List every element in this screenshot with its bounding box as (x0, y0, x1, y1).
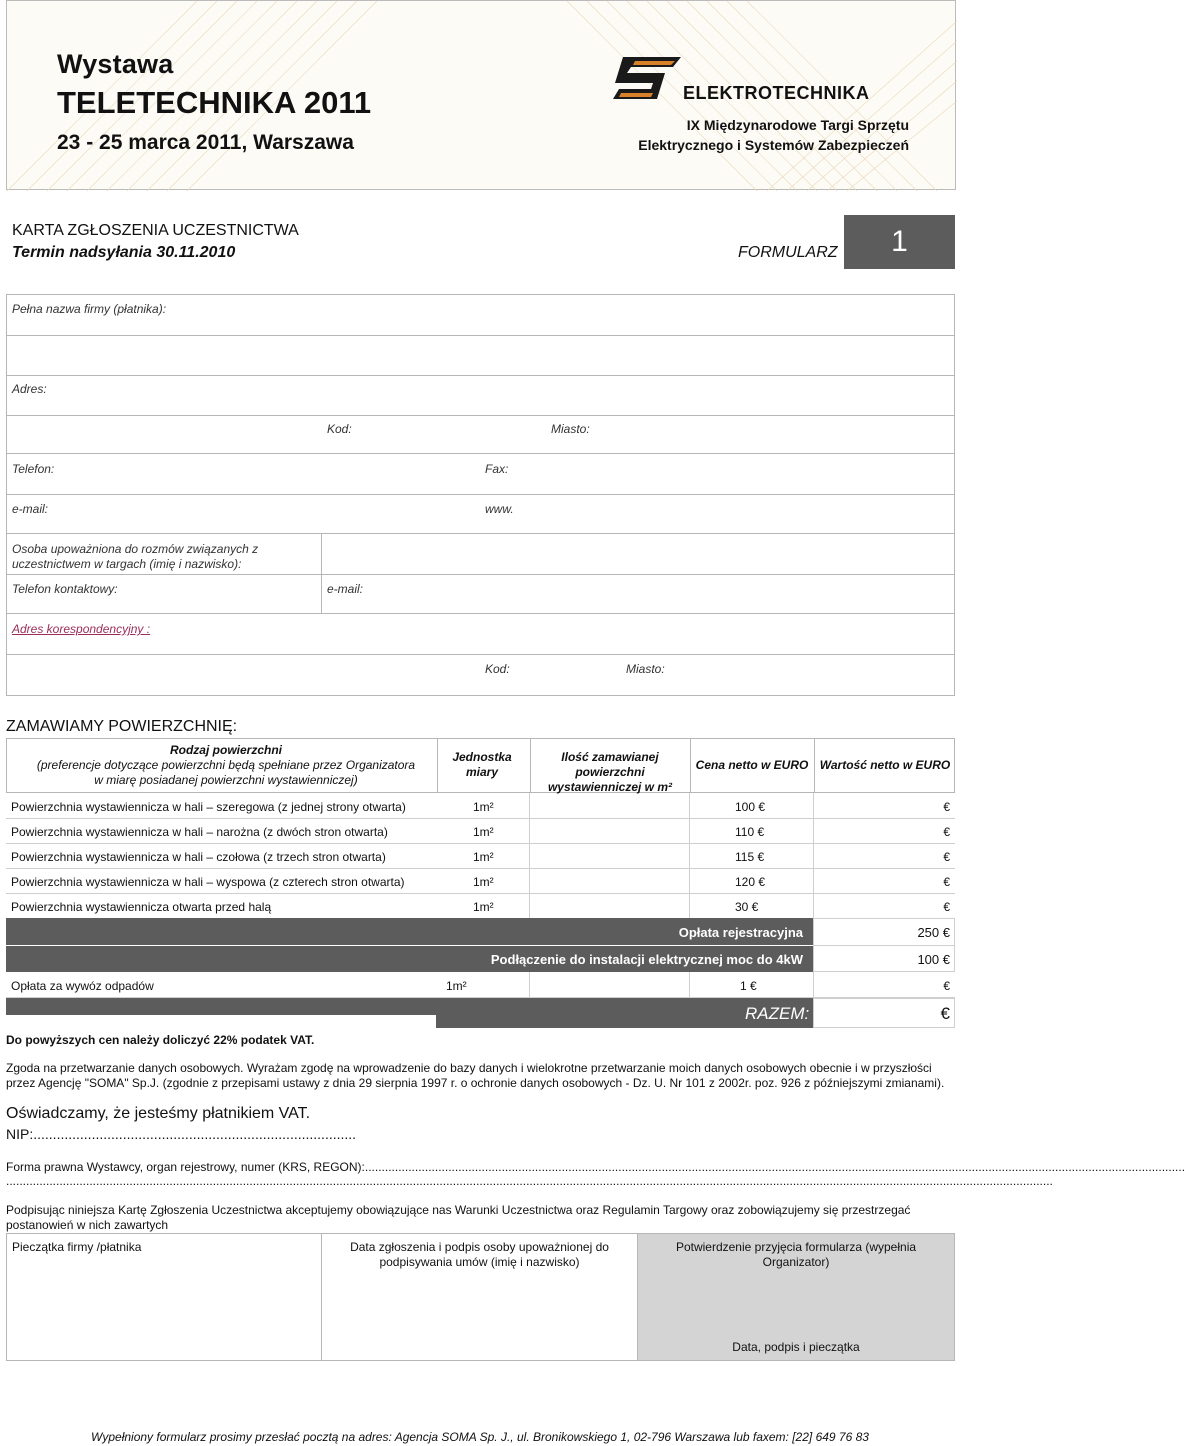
row-description: Powierzchnia wystawiennicza otwarta przed halą (11, 900, 272, 914)
form-title: KARTA ZGŁOSZENIA UCZESTNICTWA (12, 222, 299, 239)
vat-note: Do powyższych cen należy doliczyć 22% podatek VAT. (6, 1033, 315, 1047)
row-unit: 1m² (473, 825, 494, 839)
corr-postal-code-field[interactable]: Kod: (485, 662, 510, 676)
company-stamp-box[interactable] (6, 1233, 322, 1361)
event-banner (6, 0, 956, 190)
form-deadline: Termin nadsyłania 30.11.2010 (12, 244, 236, 261)
email-field[interactable]: e-mail: (12, 502, 49, 516)
address-field[interactable]: Adres: (12, 382, 47, 396)
table-row (6, 893, 955, 919)
total-value-cell (813, 998, 955, 1028)
phone-field[interactable]: Telefon: (12, 462, 55, 476)
table-row (6, 868, 955, 894)
row-unit: 1m² (473, 850, 494, 864)
consent-text: Wyrażam zgodę na wprowadzenie do bazy danych i wielokrotne przetwarzanie moich danych osobowych obecnie i w przyszłości przez Agencję "SOMA" Sp.J. (zgodnie z przepisami ustawy z dnia 29 sierpnia 1997 r. o ochronie danych osobowych - Dz. U. Nr 101 z 2002r. poz. 926 z późniejszymi zmianami). (6, 1061, 945, 1090)
row-unit: 1m² (473, 800, 494, 814)
vat-payer-statement: Oświadczamy, że jesteśmy płatnikiem VAT. (6, 1105, 311, 1122)
row-price: 100 € (735, 800, 766, 814)
nip-field[interactable]: NIP:................................................................................... (6, 1126, 357, 1142)
banner-subtitle-1: IX Międzynarodowe Targi Sprzętu (686, 117, 909, 133)
header-area-type-title: Rodzaj powierzchni (169, 743, 282, 757)
contact-email-field[interactable]: e-mail: (327, 582, 364, 596)
footer-note: Wypełniony formularz prosimy przesłać pocztą na adres: Agencja SOMA Sp. J., ul. Bronikowskiego 1, 02-796 Warszawa lub faxem: [22] 649 76 83 (91, 1430, 869, 1444)
form-number-badge: 1 (844, 215, 955, 269)
row-value: € (943, 900, 950, 914)
row-unit: 1m² (473, 875, 494, 889)
banner-subtitle-2: Elektrycznego i Systemów Zabezpieczeń (638, 137, 909, 153)
banner-line-1: Wystawa (57, 49, 174, 79)
table-row (6, 793, 955, 819)
organizer-confirmation-label: Potwierdzenie przyjęcia formularza (wypełnia Organizator) (675, 1240, 917, 1269)
header-quantity: Ilość zamawianej powierzchni wystawienniczej w m² (547, 750, 673, 794)
correspondence-address-field[interactable]: Adres korespondencyjny : (12, 622, 151, 636)
total-label: RAZEM: (745, 1004, 810, 1023)
fax-field[interactable]: Fax: (485, 462, 509, 476)
registration-fee-label: Opłata rejestracyjna (678, 925, 803, 940)
company-info-box (6, 294, 955, 454)
row-description: Powierzchnia wystawiennicza w hali – narożna (z dwóch stron otwarta) (11, 825, 388, 839)
corr-city-field[interactable]: Miasto: (626, 662, 665, 676)
elektrotechnika-logo-icon (613, 53, 683, 103)
header-area-type-note: (preferencje dotyczące powierzchni będą spełniane przez Organizatora w miarę posiadanej powierzchni wystawienniczej) (36, 758, 416, 787)
legal-form-field[interactable]: Forma prawna Wystawcy, organ rejestrowy, numer (KRS, REGON):...................................................................................................................................................................................................................................................... (6, 1160, 1185, 1174)
contact-person-field[interactable]: Osoba upoważniona do rozmów związanych z uczestnictwem w targach (imię i nazwisko): (12, 542, 259, 571)
row-price: 110 € (735, 825, 765, 839)
order-section-title: ZAMAWIAMY POWIERZCHNIĘ: (6, 718, 238, 735)
row-unit: 1m² (446, 979, 467, 993)
acceptance-statement: Podpisując niniejsza Kartę Zgłoszenia Uczestnictwa akceptujemy obowiązujące nas Warunki Uczestnictwa oraz Regulamin Targowy oraz zobowiązujemy się przestrzegać postanowień w nich zawartych (6, 1203, 911, 1232)
power-connection-label: Podłączenie do instalacji elektrycznej moc do 4kW (490, 952, 803, 967)
company-name-field[interactable]: Pełna nazwa firmy (płatnika): (12, 302, 167, 316)
header-unit: Jednostka miary (452, 750, 512, 779)
header-value: Wartość netto w EURO (819, 758, 951, 772)
table-row (6, 843, 955, 869)
row-description: Powierzchnia wystawiennicza w hali – wyspowa (z czterech stron otwarta) (11, 875, 405, 889)
date-signature-label: Data zgłoszenia i podpis osoby upoważnionej do podpisywania umów (imię i nazwisko) (350, 1240, 609, 1269)
row-price: 1 € (740, 979, 757, 993)
row-value: € (943, 875, 950, 889)
row-price: 120 € (735, 875, 766, 889)
row-value: € (943, 825, 950, 839)
form-label: FORMULARZ (738, 244, 838, 261)
city-field[interactable]: Miasto: (551, 422, 590, 436)
total-value: € (940, 1004, 950, 1023)
organizer-confirmation-box (638, 1233, 955, 1361)
row-value: € (943, 850, 950, 864)
date-signature-box[interactable] (322, 1233, 638, 1361)
legal-form-continuation[interactable]: .......................................................................................................................................................................................................................................................................................................................... (6, 1174, 1053, 1188)
contact-info-box (6, 454, 955, 534)
banner-dates: 23 - 25 marca 2011, Warszawa (57, 131, 354, 154)
website-field[interactable]: www. (485, 502, 514, 516)
row-value: € (943, 800, 950, 814)
postal-code-field[interactable]: Kod: (327, 422, 352, 436)
header-price: Cena netto w EURO (695, 758, 809, 772)
consent-paragraph (6, 1061, 946, 1091)
company-stamp-label: Pieczątka firmy /płatnika (12, 1240, 142, 1254)
row-unit: 1m² (473, 900, 494, 914)
power-connection-value: 100 € (917, 952, 950, 967)
row-price: 30 € (735, 900, 759, 914)
row-value: € (943, 979, 950, 993)
row-description: Opłata za wywóz odpadów (11, 979, 154, 993)
banner-title: TELETECHNIKA 2011 (57, 85, 372, 120)
row-description: Powierzchnia wystawiennicza w hali – szeregowa (z jednej strony otwarta) (11, 800, 406, 814)
banner-brand: ELEKTROTECHNIKA (683, 83, 870, 103)
table-row (6, 818, 955, 844)
row-description: Powierzchnia wystawiennicza w hali – czołowa (z trzech stron otwarta) (11, 850, 386, 864)
consent-title: Zgoda na przetwarzanie danych osobowych. (6, 1061, 244, 1075)
row-price: 115 € (735, 850, 765, 864)
registration-fee-value: 250 € (917, 925, 950, 940)
table-row (6, 972, 955, 998)
contact-phone-field[interactable]: Telefon kontaktowy: (12, 582, 118, 596)
organizer-signature-label: Data, podpis i pieczątka (732, 1340, 860, 1354)
